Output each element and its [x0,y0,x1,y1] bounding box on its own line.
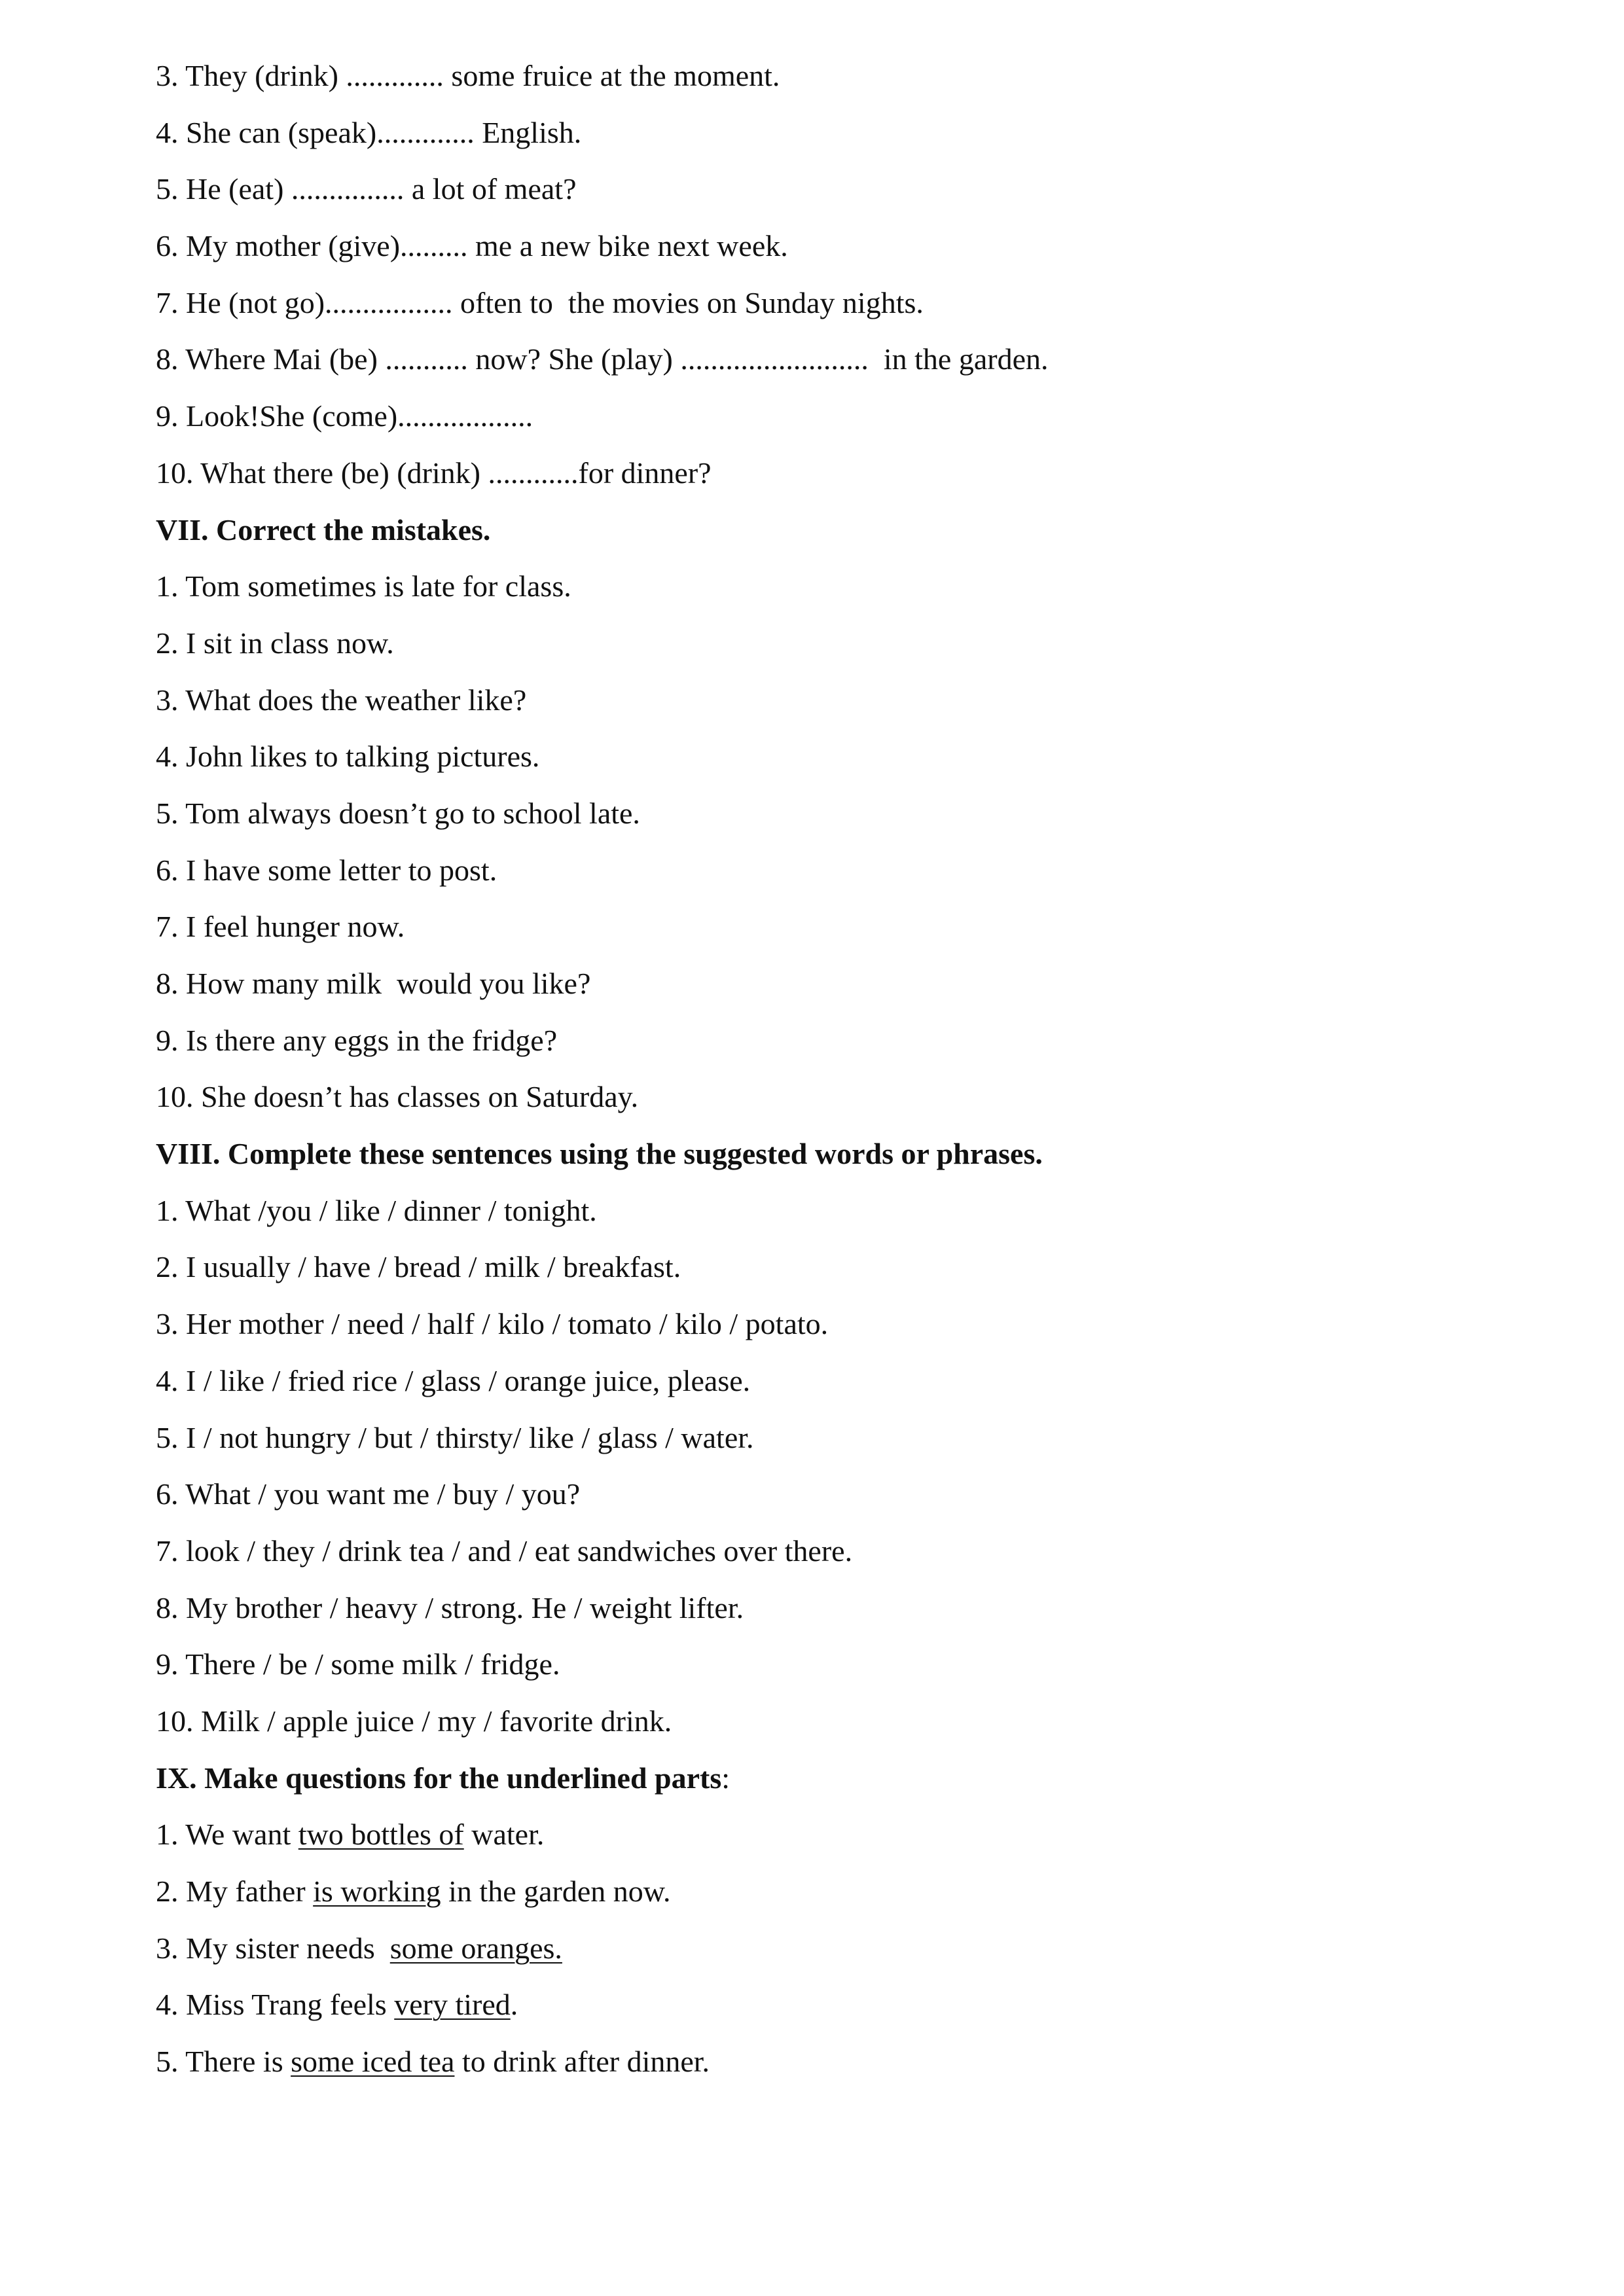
section-heading-text: IX. Make questions for the underlined parts [156,1761,722,1795]
exercise-item: 5. I / not hungry / but / thirsty/ like / glass / water. [156,1420,754,1454]
exercise-item: 3. What does the weather like? [156,683,527,717]
exercise-item: 4. She can (speak)............. English. [156,115,582,149]
exercise-item [156,1985,1465,2042]
exercise-item: 3. Her mother / need / half / kilo / tomato / kilo / potato. [156,1307,829,1341]
item-text: 5. There is [156,2045,291,2079]
exercise-item [156,1929,1465,1986]
exercise-item: 7. look / they / drink tea / and / eat sandwiches over there. [156,1534,853,1568]
underlined-part: very tired [394,1988,511,2022]
exercise-item: 5. Tom always doesn’t go to school late. [156,796,640,830]
exercise-item: 2. I usually / have / bread / milk / breakfast. [156,1250,681,1284]
exercise-item: 5. He (eat) ............... a lot of meat? [156,172,577,206]
underlined-part: two bottles of [298,1818,464,1852]
item-text: in the garden now. [441,1874,671,1908]
exercise-item: 9. Look!She (come).................. [156,399,533,433]
exercise-item: 6. My mother (give)......... me a new bike next week. [156,229,788,263]
worksheet-page [156,56,1465,2099]
exercise-item: 10. What there (be) (drink) ............for dinner? [156,456,712,490]
exercise-item: 1. What /you / like / dinner / tonight. [156,1193,597,1227]
exercise-item [156,1815,1465,1872]
exercise-item: 8. How many milk would you like? [156,967,591,1000]
exercise-item: 4. I / like / fried rice / glass / orange juice, please. [156,1363,751,1397]
exercise-item: 4. John likes to talking pictures. [156,740,540,774]
exercise-item: 7. I feel hunger now. [156,910,405,944]
exercise-item: 3. They (drink) ............. some fruice at the moment. [156,59,780,92]
underlined-part: some iced tea [291,2045,455,2079]
exercise-item: 6. I have some letter to post. [156,853,497,887]
exercise-item: 8. My brother / heavy / strong. He / weight lifter. [156,1590,744,1624]
underlined-part: is working [313,1874,441,1908]
exercise-item: 10. Milk / apple juice / my / favorite drink. [156,1704,672,1738]
exercise-item: 6. What / you want me / buy / you? [156,1477,581,1511]
item-text: 4. Miss Trang feels [156,1988,395,2022]
section-heading-make-questions [156,1759,1465,1816]
exercise-item: 1. Tom sometimes is late for class. [156,569,571,603]
exercise-item: 10. She doesn’t has classes on Saturday. [156,1080,639,1114]
exercise-item: 7. He (not go)................. often to the movies on Sunday nights. [156,285,924,319]
item-text: . [510,1988,518,2022]
section-heading-complete-sentences: VIII. Complete these sentences using the suggested words or phrases. [156,1137,1043,1171]
item-text: 3. My sister needs [156,1931,390,1965]
exercise-item: 8. Where Mai (be) ........... now? She (play) ......................... in the garden. [156,342,1049,376]
item-text: to drink after dinner. [454,2045,710,2079]
item-text: 1. We want [156,1818,298,1852]
underlined-part: some oranges. [389,1931,562,1965]
exercise-item: 2. I sit in class now. [156,626,394,660]
exercise-item [156,1872,1465,1929]
section-heading-colon: : [721,1761,731,1795]
item-text: 2. My father [156,1874,314,1908]
item-text: water. [463,1818,545,1852]
exercise-item: 9. Is there any eggs in the fridge? [156,1023,558,1057]
exercise-item [156,2042,1465,2099]
exercise-item: 9. There / be / some milk / fridge. [156,1647,560,1681]
section-heading-correct-mistakes: VII. Correct the mistakes. [156,512,491,547]
